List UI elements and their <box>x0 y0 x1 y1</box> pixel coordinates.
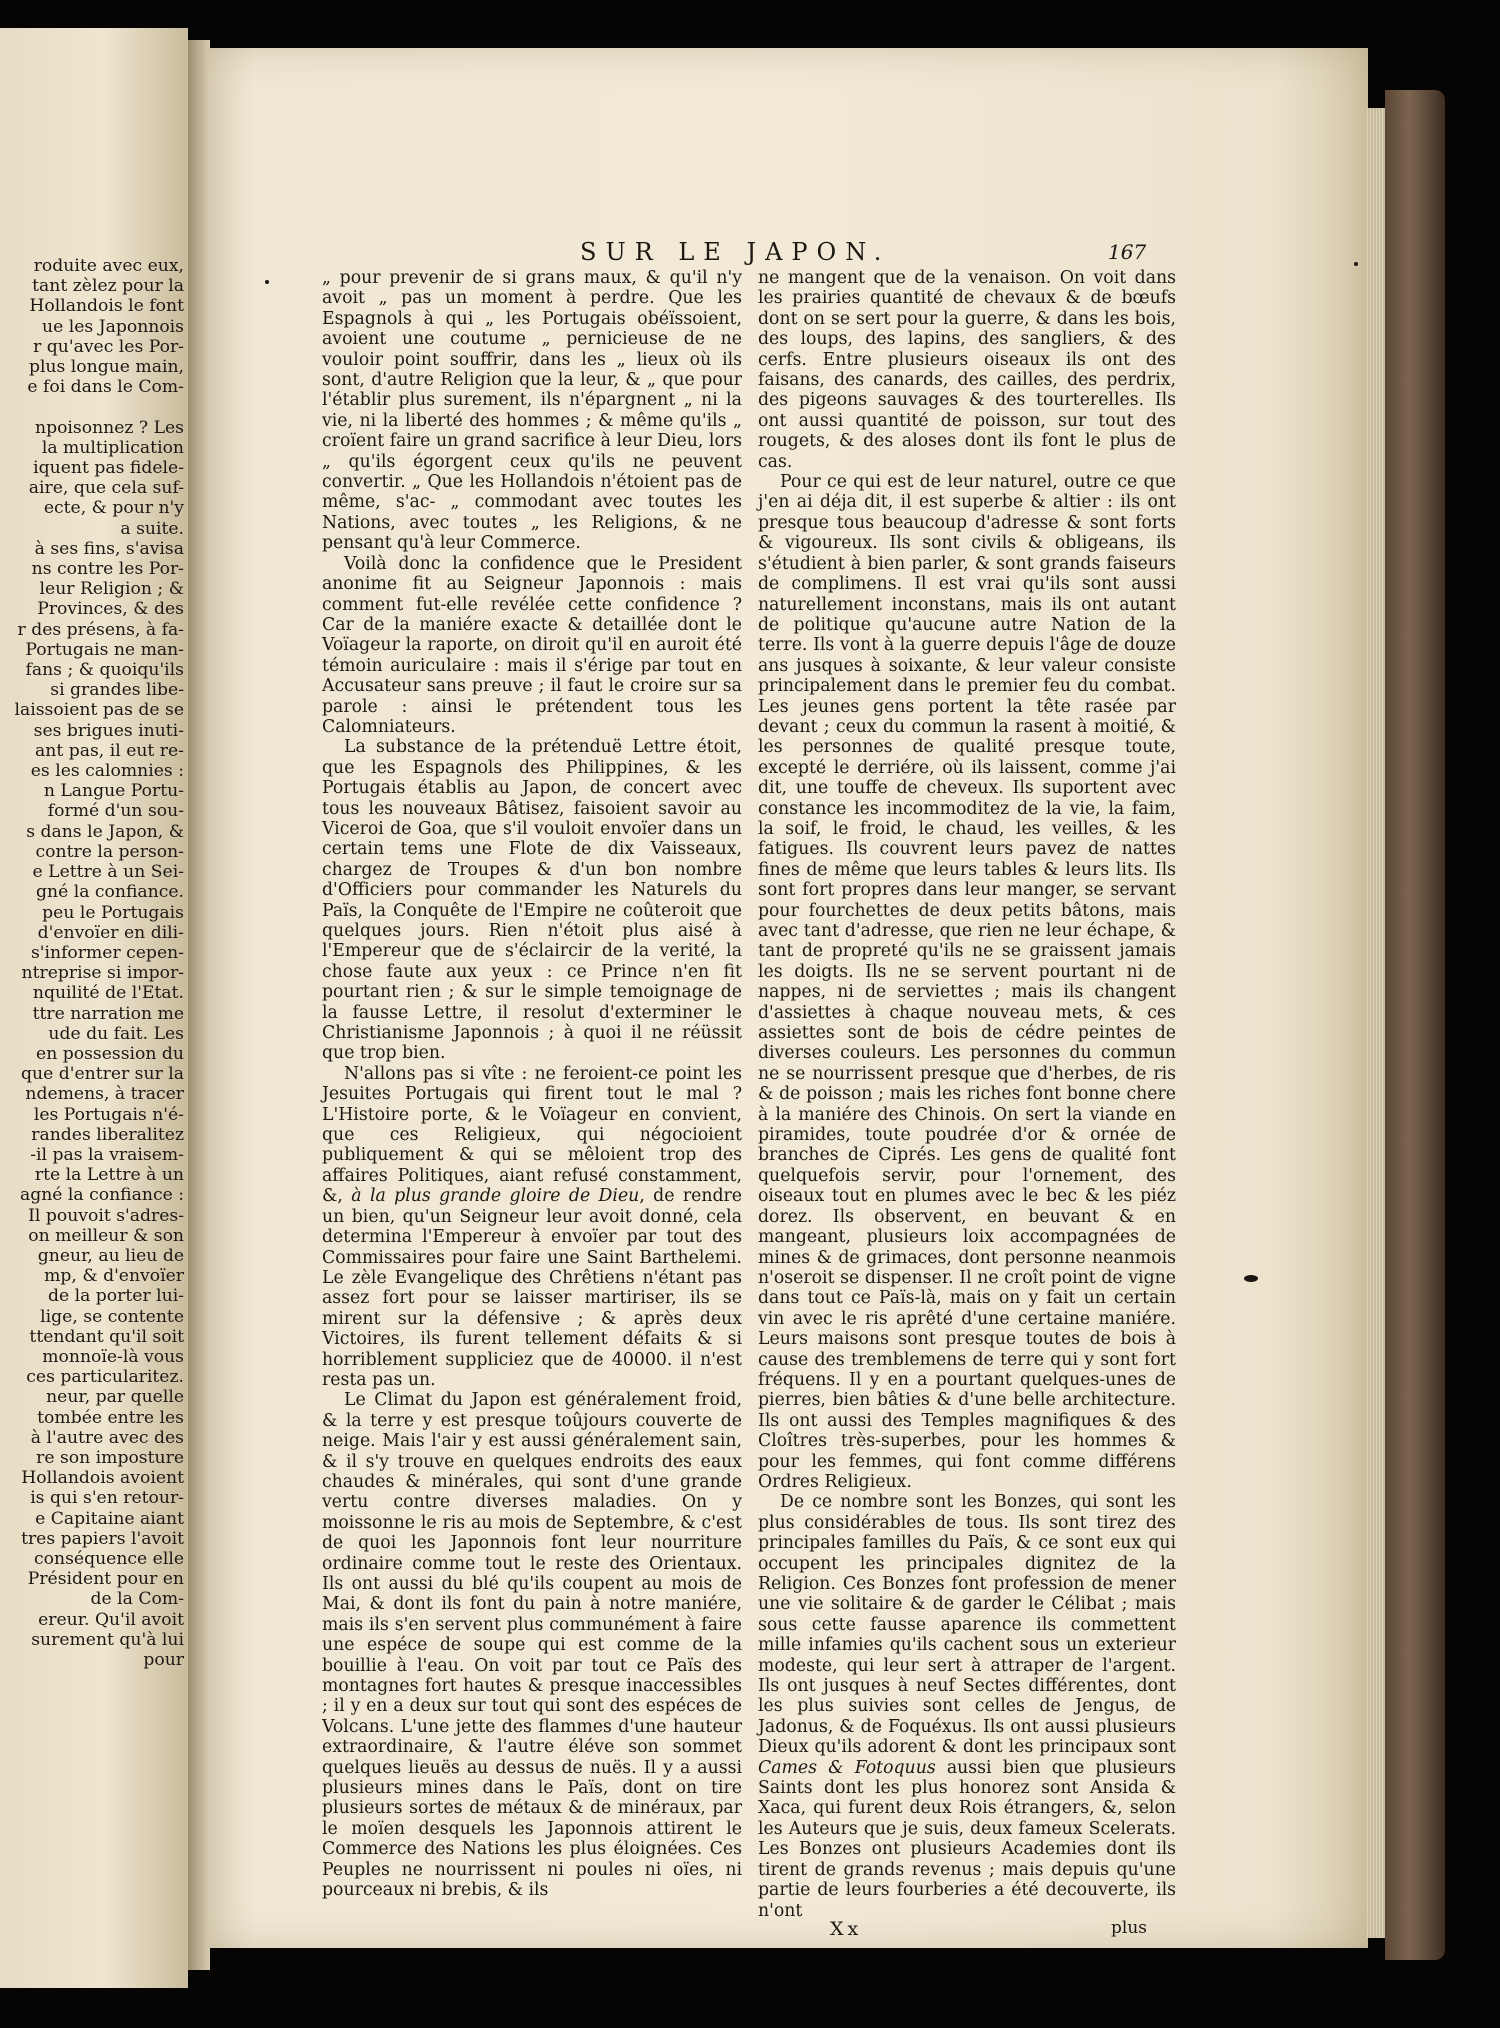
left-page-line: r des présens, à fa- <box>17 619 184 640</box>
left-page-line: re son imposture <box>36 1447 184 1468</box>
paragraph: La substance de la prétenduë Lettre étoit, que les Espagnols des Philippines, & les Portugais établis au Japon, de concert avec tous les nouveaux Bâtisez, faisoient savoir au Viceroi de Goa, que s'il vouloit envoïer dans un certain tems une Flote de dix Vaisseaux, chargez de Troupes & d'un bon nombre d'Officiers pour commander les Naturels du Païs, la Conquête de l'Empire ne coûteroit que quelques jours. Rien n'étoit plus aisé à l'Empereur que de s'éclaircir de la verité, la chose faute aux yeux : ce Prince n'en fit pourtant rien ; & sur le simple temoignage de la fausse Lettre, il resolut d'exterminer le Christianisme Japonnois ; à quoi il ne réüssit que trop bien. <box>322 737 742 1064</box>
left-page-line: ue les Japonnois <box>42 316 184 337</box>
left-page-line: mp, & d'envoïer <box>44 1266 184 1287</box>
text-run: , de rendre un bien, qu'un Seigneur leur avoit donné, cela determina l'Empereur à envoïer par tout des Commissaires pour faire une Saint Barthelemi. Le zèle Evangelique des Chrêtiens n'étant pas assez fort pour se laisser martiriser, ils se mirent sur la défensive ; & après deux Victoires, ils furent tellement défaits & si horriblement suppliciez que de 40000. il n'est resta pas un. <box>322 1186 743 1390</box>
italic-phrase: Cames & Fotoquus <box>758 1757 936 1778</box>
left-page-line: e Capitaine aiant <box>35 1508 184 1529</box>
left-page-line: leur Religion ; & <box>39 579 184 600</box>
left-page-line: neur, par quelle <box>46 1387 184 1408</box>
left-page-line: ttre narration me <box>32 1003 184 1024</box>
left-page-line: plus longue main, <box>28 357 184 378</box>
left-page-line: les Portugais n'é- <box>33 1104 184 1125</box>
left-page-line: gneur, au lieu de <box>37 1245 184 1266</box>
text-run: De ce nombre sont les Bonzes, qui sont les plus considérables de tous. Ils sont tirez des principales familles du Païs, & ce sont eux qui occupent les principales dignitez de la Religion. Ces Bonzes font profession de mener une vie solitaire & de garder le Célibat ; mais sous cette fausse aparence ils commettent mille infamies qu'ils cachent sous un exterieur modeste, qui leur sert à attraper de l'argent. Ils ont jusques à neuf Sectes différentes, dont les plus suivies sont celles de Jengus, de Jadonus, & de Foquéxus. Ils ont aussi plusieurs Dieux qu'ils adorent & dont les principaux sont <box>758 1492 1176 1758</box>
left-page-line: e Lettre à un Sei- <box>32 862 184 883</box>
book-binding <box>1385 90 1445 1960</box>
left-page-line: Portugais ne man- <box>25 639 184 660</box>
italic-phrase: à la plus grande gloire de Dieu <box>351 1186 640 1207</box>
left-page-line: ant pas, il eut re- <box>35 740 184 761</box>
left-page-line: formé d'un sou- <box>47 801 184 822</box>
left-page-line: tombée entre les <box>37 1407 184 1428</box>
left-page-line: Hollandois avoient <box>21 1468 184 1489</box>
paragraph: Le Climat du Japon est généralement froid, & la terre y est presque toûjours couverte de neige. Mais l'air y est aussi généralement sain, & il s'y trouve en quelques endroits des eaux chaudes & minérales, qui sont d'une grande vertu contre diverses maladies. On y moissonne le ris au mois de Septembre, & c'est de quoi les Japonnois font leur nourriture ordinaire comme tout le reste des Orientaux. Ils ont aussi du blé qu'ils coupent au mois de Mai, & dont ils font du pain à notre maniére, mais ils s'en servent plus communément à faire une espéce de soupe qui est comme de la bouillie à l'eau. On voit par tout ce Païs des montagnes fort hautes & presque inaccessibles ; il y en a deux sur tout qui sont des espéces de Volcans. L'une jette des flammes d'une hauteur extraordinaire, & l'autre éléve son sommet quelques lieuës au dessus de nuës. Il y a aussi plusieurs mines dans le Païs, dont on tire plusieurs sortes de métaux & de minéraux, par le moïen desquels les Japonnois attirent le Commerce des Nations les plus éloignées. Ces Peuples ne nourrissent ni poules ni oïes, ni pourceaux ni brebis, & ils <box>322 1390 742 1901</box>
left-page-line: en possession du <box>36 1043 184 1064</box>
left-page-line: rte la Lettre à un <box>34 1165 184 1186</box>
left-page-line: e foi dans le Com- <box>27 377 184 398</box>
left-page-line: surement qu'à lui <box>31 1629 184 1650</box>
signature-mark: Xx <box>830 1918 863 1940</box>
left-page-line: ttendant qu'il soit <box>29 1326 184 1347</box>
text-run: N'allons pas si vîte : ne feroient-ce point les Jesuites Portugais qui firent tout le mal ? L'Histoire porte, & le Voïageur en convient, que ces Religieux, qui négocioient publiquement & qui se mêloient trop des affaires Politiques, aiant refusé constamment, &, <box>322 1063 742 1207</box>
paragraph: Voilà donc la confidence que le President anonime fit au Seigneur Japonnois : mais comment fut-elle revélée cette confidence ? Car de la maniére exacte & detaillée dont le Voïageur la raporte, on diroit qu'il en auroit été témoin auriculaire : mais il s'érige par tout en Accusateur sans preuve ; il faut le croire sur sa parole : ainsi le prétendent tous les Calomniateurs. <box>322 553 742 737</box>
text-column-left <box>322 268 742 1901</box>
left-page-line: s'informer cepen- <box>30 942 184 963</box>
running-head: SUR LE JAPON. <box>580 238 891 266</box>
left-page-line: fans ; & quoiqu'ils <box>25 660 184 681</box>
left-page-line: ecte, & pour n'y <box>43 498 184 519</box>
left-page-line: tres papiers l'avoit <box>21 1528 184 1549</box>
left-page-line: d'envoïer en dili- <box>37 922 184 943</box>
left-page-line: nquilité de l'Etat. <box>32 983 184 1004</box>
left-page-line: pour <box>143 1650 184 1671</box>
left-page-line: contre la person- <box>35 841 184 862</box>
paragraph <box>758 1492 1176 1921</box>
left-page-line: gné la confiance. <box>36 882 184 903</box>
left-page-line: ude du fait. Les <box>48 1023 184 1044</box>
left-page-line: laissoient pas de se <box>14 700 184 721</box>
left-page-line: -il pas la vraisem- <box>30 1144 184 1165</box>
left-page-line: à ses fins, s'avisa <box>34 538 184 559</box>
ink-spot <box>265 280 269 284</box>
left-page-line: la multiplication <box>41 437 184 458</box>
paragraph: „ pour prevenir de si grans maux, & qu'il n'y avoit „ pas un moment à perdre. Que les Espagnols à qui „ les Portugais obéïssoient, avoient une coutume „ pernicieuse de ne vouloir point souffrir, dans les „ lieux où ils sont, d'autre Religion que la leur, & „ que pour l'établir plus surement, ils n'épargnent „ ni la vie, ni la liberté des hommes ; & même qu'ils „ croïent faire un grand sacrifice à leur Dieu, lors „ qu'ils égorgent ceux qu'ils ne peuvent convertir. „ Que les Hollandois n'étoient pas de même, s'ac- „ commodant avec toutes les Nations, avec toutes „ les Religions, & ne pensant qu'à leur Commerce. <box>322 268 742 554</box>
left-page-line: Il pouvoit s'adres- <box>28 1205 184 1226</box>
left-page-line: s dans le Japon, & <box>26 821 184 842</box>
left-page-line: a suite. <box>120 518 184 539</box>
left-page-line: de la porter lui- <box>47 1286 184 1307</box>
left-page-line: n Langue Portu- <box>43 781 184 802</box>
left-page-line: es les calomnies : <box>30 761 184 782</box>
left-page-line: ces particularitez. <box>26 1367 184 1388</box>
book-gutter <box>188 40 210 1970</box>
left-page-line: ndemens, à tracer <box>25 1084 184 1105</box>
left-page-line: conséquence elle <box>34 1549 184 1569</box>
ink-spot <box>1354 262 1358 266</box>
left-page-line: lige, se contente <box>40 1306 184 1327</box>
paragraph: ne mangent que de la venaison. On voit dans les prairies quantité de chevaux & de bœufs dont on se sert pour la guerre, & dans les bois, des loups, des lapins, des sangliers, & des cerfs. Entre plusieurs oiseaux ils ont des faisans, des canards, des cailles, des perdrix, des pigeons sauvages & des tourterelles. Ils ont aussi quantité de poisson, sur tout des rougets, & des aloses dont ils font le plus de cas. <box>758 268 1176 472</box>
left-page-line: ses brigues inuti- <box>33 720 184 741</box>
left-page-line: que d'entrer sur la <box>21 1064 184 1085</box>
left-page-line: randes liberalitez <box>31 1124 184 1145</box>
left-page-line: peu le Portugais <box>42 902 184 923</box>
left-page-line: Président pour en <box>27 1569 184 1590</box>
left-page-line: Provinces, & des <box>37 599 184 620</box>
text-run: aussi bien que plusieurs Saints dont les plus honorez sont Ansida & Xaca, qui furent deux Rois étrangers, &, selon les Auteurs que je suis, deux fameux Scelerats. Les Bonzes ont plusieurs Academies dont ils tirent de grands revenus ; mais depuis qu'une partie de leurs fourberies a été decouverte, ils n'ont <box>758 1757 1176 1921</box>
ink-spot <box>1244 1275 1258 1282</box>
left-page-line: tant zèlez pour la <box>32 276 184 297</box>
left-page-line: roduite avec eux, <box>33 256 184 276</box>
left-page-line: à l'autre avec des <box>30 1427 184 1448</box>
left-page-line: ereur. Qu'il avoit <box>38 1609 184 1630</box>
left-page-text <box>6 256 184 1670</box>
page-number: 167 <box>1108 240 1147 264</box>
left-page-line: de la Com- <box>90 1589 184 1610</box>
left-page-line: ntreprise si impor- <box>21 963 184 984</box>
text-column-right <box>758 268 1176 1921</box>
left-page-line <box>6 397 184 417</box>
catchword: plus <box>1111 1918 1147 1938</box>
left-page-line: r qu'avec les Por- <box>33 336 184 357</box>
left-page-line: ns contre les Por- <box>31 559 184 580</box>
left-page-line: si grandes libe- <box>50 680 184 701</box>
left-page-line: on meilleur & son <box>28 1225 184 1246</box>
left-page-line: agné la confiance : <box>19 1185 184 1206</box>
left-page-line: iquent pas fidele- <box>33 458 184 479</box>
left-page-line: monnoïe-là vous <box>42 1346 184 1367</box>
paragraph <box>322 1064 742 1391</box>
left-page-line: npoisonnez ? Les <box>35 417 184 438</box>
left-page-line: is qui s'en retour- <box>30 1488 184 1509</box>
left-page <box>0 28 188 1988</box>
paragraph: Pour ce qui est de leur naturel, outre ce que j'en ai déja dit, il est superbe & altier : ils ont presque tous beaucoup d'adresse & sont forts & vigoureux. Ils sont civils & obligeans, ils s'étudient à bien parler, & sont grands faiseurs de complimens. Il est vrai qu'ils sont aussi naturellement inconstans, mais ils ont autant de politique qu'aucune autre Nation de la terre. Ils vont à la guerre depuis l'âge de douze ans jusques à soixante, & leur valeur consiste principalement dans le premier feu du combat. Les jeunes gens portent la tête rasée par devant ; ceux du commun la rasent à moitié, & les personnes de qualité presque toute, excepté le derriére, où ils laissent, comme j'ai dit, une touffe de cheveux. Ils suportent avec constance les incommoditez de la vie, la faim, la soif, le froid, le chaud, les veilles, & les fatigues. Ils couvrent leurs pavez de nattes fines de même que leurs tables & leurs lits. Ils sont fort propres dans leur manger, se servant pour fourchettes de deux petits bâtons, mais avec tant d'adresse, que rien ne leur échape, & tant de propreté qu'ils ne se graissent jamais les doigts. Ils ne se servent pourtant ni de nappes, ni de serviettes ; mais ils changent d'assiettes à chaque nouveau mets, & ces assiettes sont de bois de cédre peintes de diverses couleurs. Les personnes du commun ne se nourrissent presque que d'herbes, de ris & de poisson ; mais les riches font bonne chere à la maniére des Chinois. On sert la viande en piramides, toute poudrée d'or & ornée de branches de Ciprés. Les gens de qualité font quelquefois servir, pour l'ornement, des oiseaux tout en plumes avec le bec & les piéz dorez. Ils observent, en beuvant & en mangeant, plusieurs loix accompagnées de mines & de grimaces, dont personne neanmois n'oseroit se dispenser. Il ne croît point de vigne dans tout ce Païs-là, mais on y fait un certain vin avec le ris aprêté d'une certaine maniére. Leurs maisons sont presque toutes de bois à cause des tremblemens de terre qui y sont fort fréquens. Il y en a pourtant quelques-unes de pierres, bien bâties & d'une belle architecture. Ils ont aussi des Temples magnifiques & des Cloîtres très-superbes, pour les hommes & pour les femmes, qui font comme différens Ordres Religieux. <box>758 472 1176 1492</box>
left-page-line: aire, que cela suf- <box>28 478 184 499</box>
left-page-line: Hollandois le font <box>29 296 184 317</box>
